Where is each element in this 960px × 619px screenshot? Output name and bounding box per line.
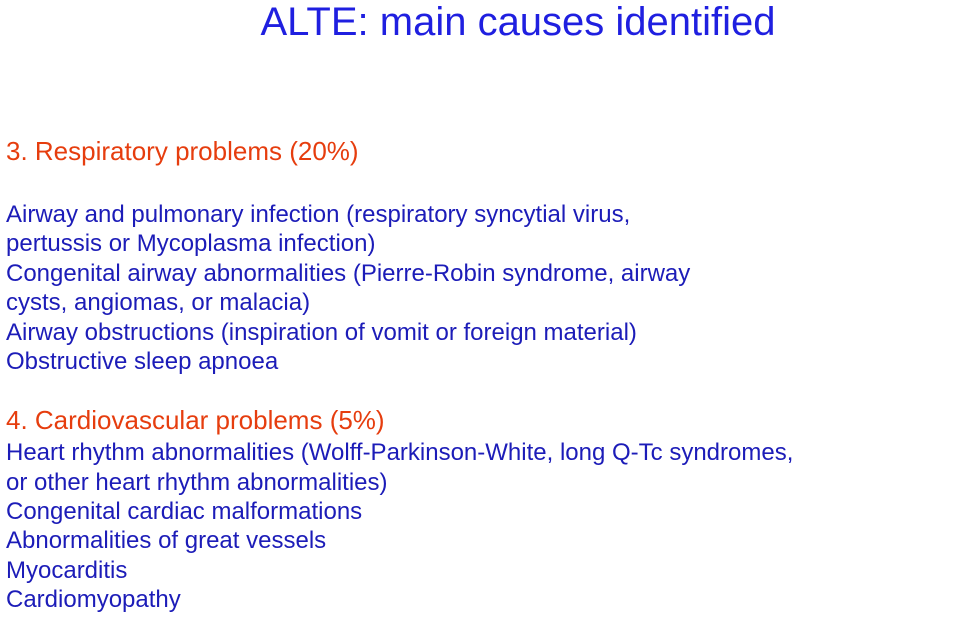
- section-line: Abnormalities of great vessels: [6, 527, 327, 554]
- section-line: Obstructive sleep apnoea: [6, 348, 279, 375]
- section-line: Airway and pulmonary infection (respiratory syncytial virus,: [6, 201, 631, 228]
- section-line: Heart rhythm abnormalities (Wolff-Parkinson-White, long Q-Tc syndromes,: [6, 439, 794, 466]
- section-line: Congenital airway abnormalities (Pierre-Robin syndrome, airway: [6, 260, 691, 287]
- section-line: or other heart rhythm abnormalities): [6, 469, 388, 496]
- section-heading-cardiovascular: 4. Cardiovascular problems (5%): [6, 405, 385, 435]
- slide-title: ALTE: main causes identified: [260, 0, 776, 44]
- section-line: pertussis or Mycoplasma infection): [6, 230, 376, 257]
- section-line: Airway obstructions (inspiration of vomit or foreign material): [6, 319, 637, 346]
- section-line: Cardiomyopathy: [6, 586, 181, 613]
- section-line: Myocarditis: [6, 557, 128, 584]
- section-line: Congenital cardiac malformations: [6, 498, 363, 525]
- section-line: cysts, angiomas, or malacia): [6, 289, 311, 316]
- section-heading-respiratory: 3. Respiratory problems (20%): [6, 136, 359, 166]
